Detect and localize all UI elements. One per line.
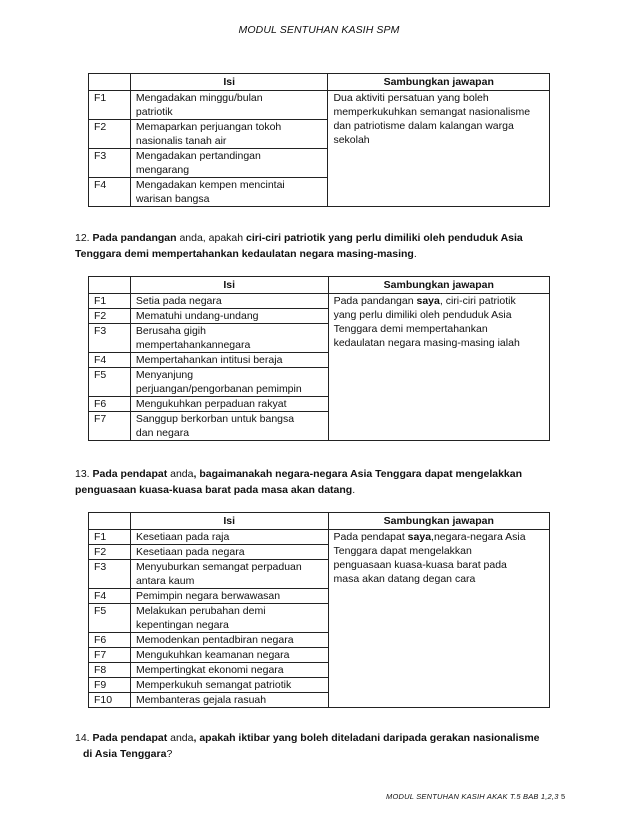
isi-line: Mengadakan minggu/bulan — [135, 92, 263, 104]
question-14 — [75, 730, 565, 762]
row-isi: Memperkukuh semangat patriotik — [130, 678, 328, 693]
table-row — [89, 530, 550, 545]
isi-line: Mengadakan pertandingan — [135, 150, 261, 162]
row-code: F6 — [89, 397, 131, 412]
isi-line: Menyuburkan semangat perpaduan — [135, 561, 302, 573]
question-13 — [75, 466, 565, 498]
answer-text: Pada pandangan — [333, 295, 417, 307]
row-code: F5 — [89, 604, 131, 633]
isi-line: antara kaum — [135, 575, 195, 587]
row-code: F2 — [89, 545, 131, 560]
header-code — [89, 277, 131, 294]
row-code: F10 — [89, 693, 131, 708]
question-number: 14. — [75, 732, 93, 744]
question-text: anda, apakah — [176, 232, 247, 244]
row-code: F3 — [89, 324, 131, 353]
table-header-row — [89, 277, 550, 294]
header-code — [89, 74, 131, 91]
isi-line: kepentingan negara — [135, 619, 229, 631]
row-isi: Pemimpin negara berwawasan — [130, 589, 328, 604]
header-answer: Sambungkan jawapan — [328, 74, 550, 91]
table-row — [89, 91, 550, 120]
question-text-bold: Pada pendapat — [92, 468, 168, 480]
question-number: 12. — [75, 232, 93, 244]
row-isi: Mempertingkat ekonomi negara — [130, 663, 328, 678]
row-isi: Mengukuhkan perpaduan rakyat — [130, 397, 328, 412]
row-code: F7 — [89, 412, 131, 441]
isi-line: Berusaha gigih — [135, 325, 206, 337]
row-isi: Kesetiaan pada negara — [130, 545, 328, 560]
answer-text: Pada pendapat — [333, 531, 408, 543]
row-code: F5 — [89, 368, 131, 397]
row-isi — [130, 178, 328, 207]
row-code: F8 — [89, 663, 131, 678]
question-12 — [75, 230, 565, 262]
header-code — [89, 513, 131, 530]
row-code: F6 — [89, 633, 131, 648]
row-code: F4 — [89, 589, 131, 604]
question-text: anda — [167, 732, 194, 744]
isi-line: mengarang — [135, 164, 190, 176]
isi-line: Menyanjung — [135, 369, 194, 381]
question-text: . — [352, 484, 356, 496]
row-isi: Mengukuhkan keamanan negara — [130, 648, 328, 663]
isi-line: Mengadakan kempen mencintai — [135, 179, 285, 191]
row-isi: Membanteras gejala rasuah — [130, 693, 328, 708]
answer-text-bold: saya — [416, 295, 440, 307]
row-code: F1 — [89, 530, 131, 545]
row-isi: Mematuhi undang-undang — [130, 309, 328, 324]
question-text-bold: penguasaan kuasa-kuasa barat pada masa akan datang — [75, 484, 353, 496]
row-isi: Memodenkan pentadbiran negara — [130, 633, 328, 648]
row-isi — [130, 604, 328, 633]
row-code: F1 — [89, 294, 131, 309]
question-text-bold: Pada pendapat — [92, 732, 168, 744]
question-number: 13. — [75, 468, 93, 480]
answer-line: yang perlu dimiliki oleh penduduk Asia — [333, 309, 512, 321]
header-isi: Isi — [130, 513, 328, 530]
row-isi — [130, 149, 328, 178]
question-text-bold: di Asia Tenggara — [83, 748, 167, 760]
question-text: ? — [166, 748, 173, 760]
page-header-title: MODUL SENTUHAN KASIH SPM — [238, 24, 400, 36]
table-header-row — [89, 513, 550, 530]
question-text-bold: Pada pandangan — [92, 232, 177, 244]
row-code: F9 — [89, 678, 131, 693]
answer-table-3 — [88, 512, 550, 708]
header-answer: Sambungkan jawapan — [328, 277, 549, 294]
answer-line: dan patriotisme dalam kalangan warga — [333, 120, 514, 132]
answer-line: memperkukuhkan semangat nasionalisme — [333, 106, 531, 118]
header-isi: Isi — [130, 74, 328, 91]
answer-cell[interactable] — [328, 91, 550, 207]
answer-line: Tenggara dapat mengelakkan — [333, 545, 472, 557]
row-code: F3 — [89, 560, 131, 589]
answer-cell[interactable] — [328, 294, 549, 441]
answer-text: ,negara-negara Asia — [431, 531, 526, 543]
isi-line: dan negara — [135, 427, 190, 439]
row-isi — [130, 91, 328, 120]
question-text-bold: ciri-ciri patriotik yang perlu dimiliki oleh penduduk Asia — [246, 232, 523, 244]
isi-line: patriotik — [135, 106, 173, 118]
answer-table-1 — [88, 73, 550, 207]
header-isi: Isi — [130, 277, 328, 294]
row-isi: Setia pada negara — [130, 294, 328, 309]
answer-table-2 — [88, 276, 550, 441]
question-text-bold: , bagaimanakah negara-negara Asia Tenggara dapat mengelakkan — [193, 468, 523, 480]
isi-line: mempertahankannegara — [135, 339, 251, 351]
footer-text: MODUL SENTUHAN KASIH AKAK T.5 BAB 1,2,3 — [386, 792, 559, 801]
row-code: F3 — [89, 149, 131, 178]
answer-line: kedaulatan negara masing-masing ialah — [333, 337, 520, 349]
answer-line: sekolah — [333, 134, 370, 146]
row-isi — [130, 368, 328, 397]
question-text: . — [413, 248, 417, 260]
isi-line: nasionalis tanah air — [135, 135, 227, 147]
row-isi — [130, 120, 328, 149]
answer-text-bold: saya — [407, 531, 432, 543]
isi-line: perjuangan/pengorbanan pemimpin — [135, 383, 302, 395]
question-continuation — [75, 746, 565, 762]
row-isi — [130, 560, 328, 589]
row-isi: Kesetiaan pada raja — [130, 530, 328, 545]
row-isi — [130, 412, 328, 441]
answer-line: Dua aktiviti persatuan yang boleh — [333, 92, 489, 104]
answer-line: Tenggara demi mempertahankan — [333, 323, 488, 335]
row-code: F4 — [89, 178, 131, 207]
isi-line: warisan bangsa — [135, 193, 210, 205]
isi-line: Memaparkan perjuangan tokoh — [135, 121, 282, 133]
table-row — [89, 294, 550, 309]
row-isi — [130, 324, 328, 353]
row-code: F7 — [89, 648, 131, 663]
answer-cell[interactable] — [328, 530, 549, 708]
isi-line: Melakukan perubahan demi — [135, 605, 266, 617]
row-code: F2 — [89, 309, 131, 324]
answer-line: masa akan datang degan cara — [333, 573, 476, 585]
question-text-bold: Tenggara demi mempertahankan kedaulatan negara masing-masing — [75, 248, 414, 260]
header-answer: Sambungkan jawapan — [328, 513, 549, 530]
answer-text: , ciri-ciri patriotik — [439, 295, 516, 307]
row-code: F2 — [89, 120, 131, 149]
row-code: F1 — [89, 91, 131, 120]
isi-line: Sanggup berkorban untuk bangsa — [135, 413, 295, 425]
row-code: F4 — [89, 353, 131, 368]
answer-line: penguasaan kuasa-kuasa barat pada — [333, 559, 507, 571]
question-text: anda — [167, 468, 194, 480]
table-header-row — [89, 74, 550, 91]
row-isi: Mempertahankan intitusi beraja — [130, 353, 328, 368]
question-text-bold: , apakah iktibar yang boleh diteladani daripada gerakan nasionalisme — [193, 732, 540, 744]
page-number: 5 — [561, 792, 566, 801]
